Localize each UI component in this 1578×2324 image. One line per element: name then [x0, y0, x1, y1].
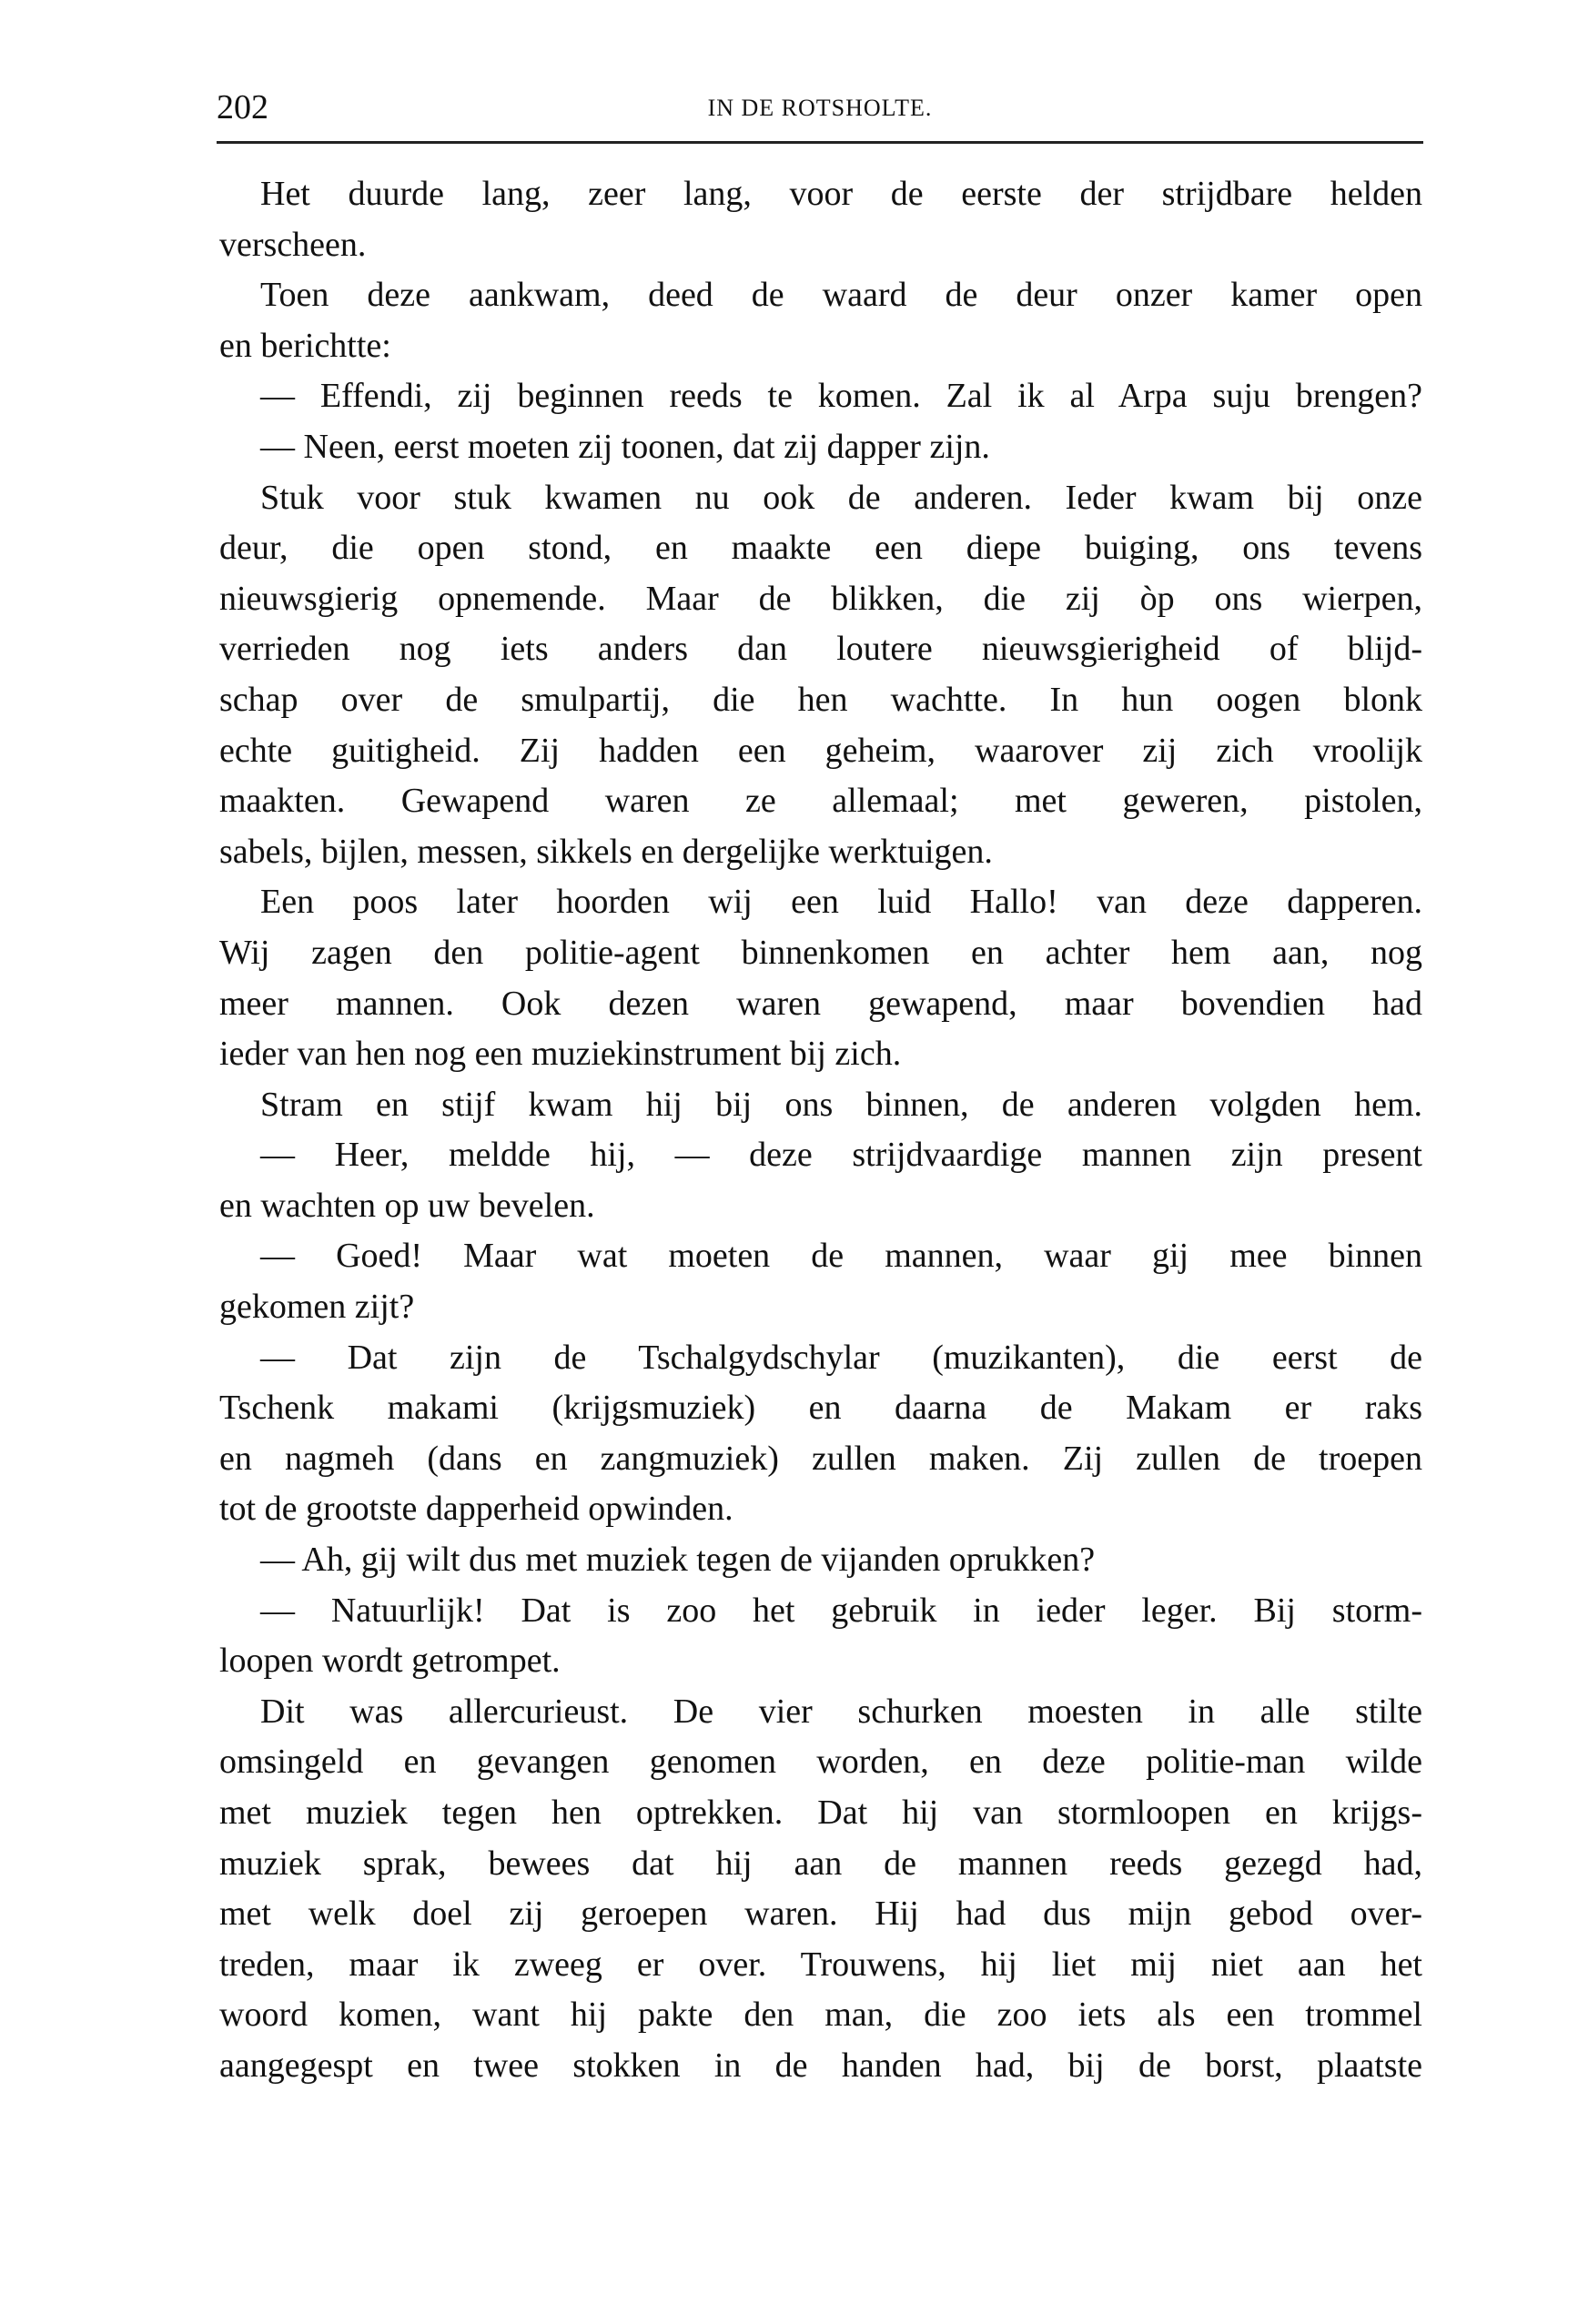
- text-line: — Goed! Maar wat moeten de mannen, waar gij mee binnen: [260, 1237, 1422, 1276]
- text-line: en wachten op uw bevelen.: [219, 1186, 595, 1225]
- text-line: verscheen.: [219, 225, 367, 264]
- text-line: deur, die open stond, en maakte een diepe buiging, ons tevens: [219, 529, 1422, 568]
- text-line: Stuk voor stuk kwamen nu ook de anderen. Ieder kwam bij onze: [260, 478, 1422, 517]
- text-line: echte guitigheid. Zij hadden een geheim, waarover zij zich vroolijk: [219, 731, 1422, 770]
- text-line: met muziek tegen hen optrekken. Dat hij van stormloopen en krijgs-: [219, 1794, 1422, 1832]
- text-line: loopen wordt getrompet.: [219, 1642, 561, 1681]
- text-line: — Dat zijn de Tschalgydschylar (muzikanten), die eerst de: [260, 1338, 1422, 1377]
- text-line: maakten. Gewapend waren ze allemaal; met geweren, pistolen,: [219, 782, 1422, 821]
- text-line: — Ah, gij wilt dus met muziek tegen de vijanden oprukken?: [260, 1541, 1096, 1580]
- text-line: Dit was allercurieust. De vier schurken moesten in alle stilte: [260, 1692, 1422, 1731]
- text-line: muziek sprak, bewees dat hij aan de mannen reeds gezegd had,: [219, 1844, 1422, 1883]
- text-line: — Heer, meldde hij, — deze strijdvaardige mannen zijn present: [260, 1136, 1422, 1175]
- text-line: Tschenk makami (krijgsmuziek) en daarna de Makam er raks: [219, 1389, 1422, 1428]
- text-line: schap over de smulpartij, die hen wachtte. In hun oogen blonk: [219, 680, 1422, 719]
- text-line: omsingeld en gevangen genomen worden, en deze politie-man wilde: [219, 1743, 1422, 1782]
- text-line: gekomen zijt?: [219, 1288, 415, 1327]
- text-line: Het duurde lang, zeer lang, voor de eerste der strijdbare helden: [260, 175, 1422, 213]
- text-line: woord komen, want hij pakte den man, die zoo iets als een trommel: [219, 1996, 1422, 2035]
- text-line: treden, maar ik zweeg er over. Trouwens, hij liet mij niet aan het: [219, 1945, 1422, 1984]
- text-line: nieuwsgierig opnemende. Maar de blikken, die zij òp ons wierpen,: [219, 579, 1422, 618]
- page-number: 202: [217, 88, 268, 126]
- text-line: Stram en stijf kwam hij bij ons binnen, de anderen volgden hem.: [260, 1085, 1422, 1124]
- text-line: — Natuurlijk! Dat is zoo het gebruik in ieder leger. Bij storm-: [260, 1591, 1422, 1630]
- page-header: [217, 87, 1423, 133]
- text-line: Toen deze aankwam, deed de waard de deur onzer kamer open: [260, 276, 1422, 315]
- text-line: tot de grootste dapperheid opwinden.: [219, 1490, 733, 1529]
- text-line: en berichtte:: [219, 326, 391, 365]
- text-line: Wij zagen den politie-agent binnenkomen en achter hem aan, nog: [219, 933, 1422, 972]
- body-text: [219, 169, 1422, 2092]
- text-line: sabels, bijlen, messen, sikkels en dergelijke werktuigen.: [219, 832, 993, 871]
- text-line: Een poos later hoorden wij een luid Hallo! van deze dapperen.: [260, 883, 1422, 922]
- text-line: meer mannen. Ook dezen waren gewapend, maar bovendien had: [219, 984, 1422, 1023]
- text-line: — Effendi, zij beginnen reeds te komen. Zal ik al Arpa suju brengen?: [260, 377, 1422, 416]
- text-line: aangegespt en twee stokken in de handen had, bij de borst, plaatste: [219, 2046, 1422, 2085]
- text-line: ieder van hen nog een muziekinstrument bij zich.: [219, 1035, 902, 1074]
- text-line: en nagmeh (dans en zangmuziek) zullen maken. Zij zullen de troepen: [219, 1439, 1422, 1478]
- running-title: IN DE ROTSHOLTE.: [707, 95, 933, 121]
- text-line: verrieden nog iets anders dan loutere nieuwsgierigheid of blijd-: [219, 630, 1422, 669]
- text-line: met welk doel zij geroepen waren. Hij had dus mijn gebod over-: [219, 1895, 1422, 1934]
- header-rule: [217, 141, 1423, 144]
- text-line: — Neen, eerst moeten zij toonen, dat zij dapper zijn.: [260, 427, 990, 466]
